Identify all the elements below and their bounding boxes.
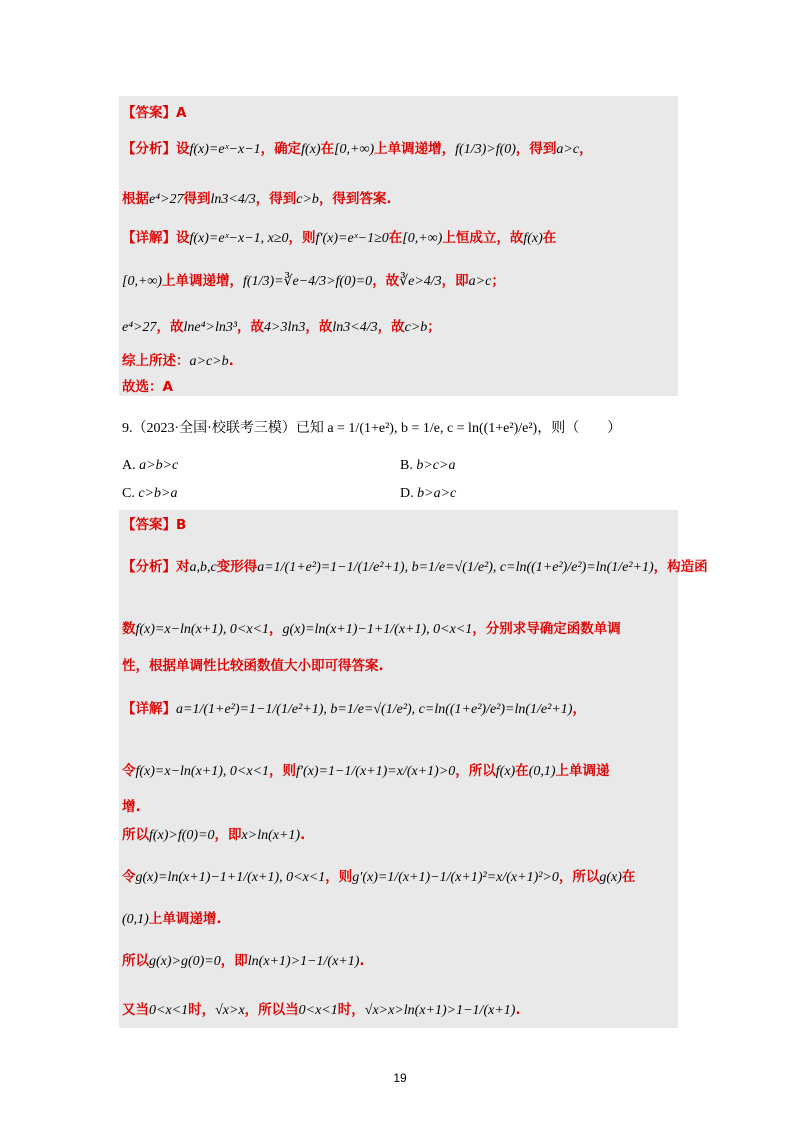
math-expression: f′(x)=1−1/(x+1)=x/(x+1)>0 — [296, 764, 456, 779]
solution-text: 上单调递 — [555, 763, 610, 779]
math-expression: √x>x — [215, 1003, 245, 1018]
math-expression: a=1/(1+e²)=1−1/(1/e²+1), b=1/e=√(1/e²), c=ln((1+e²)/e²)=ln(1/e²+1) — [257, 560, 654, 575]
analysis-line-1 — [122, 140, 593, 159]
analysis9-line-3: 性，根据单调性比较函数值大小即可得答案. — [122, 658, 384, 674]
solution-text: ； — [427, 319, 441, 335]
math-expression: f(1/3)=∛e−4/3>f(0)=0 — [243, 274, 373, 289]
option-b-expr: b>c>a — [416, 458, 456, 473]
solution-text: 在 — [621, 869, 636, 885]
solution-text: ， — [579, 141, 593, 157]
solution-text: 在 — [515, 763, 529, 779]
solution-text: 所以 — [122, 827, 149, 843]
analysis9-line-2 — [122, 620, 621, 639]
math-expression: [0,+∞) — [122, 274, 163, 289]
math-expression: c>b — [404, 320, 428, 335]
solution-text: 时， — [188, 1002, 216, 1018]
math-expression: (0,1) — [122, 912, 149, 927]
solution-text: ，则 — [288, 230, 316, 246]
summary-line — [122, 352, 234, 371]
solution-text: 【详解】 — [122, 701, 176, 717]
solution-text: 上单调递增. — [148, 911, 222, 927]
solution-text: 在 — [542, 230, 557, 246]
math-expression: e⁴>27 — [149, 192, 184, 207]
analysis-line-2 — [122, 190, 392, 209]
solution-text: 又当 — [122, 1002, 149, 1018]
option-a — [122, 458, 178, 474]
math-expression: f(x)=x−ln(x+1), 0<x<1 — [135, 764, 270, 779]
solution-text: ，所以 — [558, 869, 600, 885]
solution-text: ，故 — [305, 319, 333, 335]
math-expression: 0<x<1 — [298, 1003, 338, 1018]
math-expression: a,b,c — [189, 560, 217, 575]
solution-text: 综上所述： — [122, 353, 190, 369]
option-c-label: C. — [122, 486, 135, 501]
math-expression: g′(x)=1/(x+1)−1/(x+1)²=x/(x+1)²>0 — [352, 870, 559, 885]
detail9-line-3: 增. — [122, 799, 141, 815]
solution-text: . — [359, 953, 365, 969]
solution-text: 令 — [122, 763, 136, 779]
math-expression: f(x) — [495, 764, 516, 779]
option-b-label: B. — [400, 458, 413, 473]
math-expression: [0,+∞) — [334, 142, 375, 157]
solution-text: ，确定 — [260, 141, 302, 157]
solution-text: ，即 — [214, 827, 242, 843]
solution-text: ，得到答案. — [318, 191, 392, 207]
choice-line: 故选：A — [122, 379, 173, 395]
solution-text: ，构造函 — [653, 559, 708, 575]
solution-text: ， — [572, 701, 586, 717]
solution-text: 所以 — [122, 953, 149, 969]
math-expression: f′(x)=eˣ−1≥0 — [315, 231, 389, 246]
math-expression: ln(x+1)>1−1/(x+1) — [247, 954, 360, 969]
detail9-line-6 — [122, 910, 221, 929]
math-expression: g(x) — [599, 870, 622, 885]
solution-text: ，故 — [372, 273, 400, 289]
solution-text: 数 — [122, 621, 136, 637]
math-expression: g(x)=ln(x+1)−1+1/(x+1), 0<x<1 — [282, 622, 473, 637]
detail-line-1 — [122, 229, 556, 248]
solution-text: ，得到 — [255, 191, 297, 207]
math-expression: (0,1) — [528, 764, 556, 779]
math-expression: ∛e>4/3 — [399, 274, 442, 289]
detail9-line-8 — [122, 1001, 521, 1020]
solution-text: ，即 — [441, 273, 469, 289]
solution-text: 【分析】设 — [122, 141, 190, 157]
option-d-expr: b>a>c — [417, 486, 457, 501]
solution-text: ，故 — [156, 319, 184, 335]
math-expression: [0,+∞) — [402, 231, 443, 246]
solution-text: . — [228, 353, 234, 369]
solution-text: 【分析】对 — [122, 559, 190, 575]
page-number: 19 — [393, 1071, 407, 1085]
math-expression: g(x)=ln(x+1)−1+1/(x+1), 0<x<1 — [135, 870, 326, 885]
solution-text: 在 — [320, 141, 335, 157]
option-c — [122, 486, 177, 502]
solution-text: 得到 — [183, 191, 211, 207]
math-expression: f(x)>f(0)=0 — [149, 828, 215, 843]
solution-text: ； — [491, 273, 505, 289]
option-a-label: A. — [122, 458, 136, 473]
solution-text: 时， — [337, 1002, 365, 1018]
solution-text: ，得到 — [515, 141, 557, 157]
solution-text: ，故 — [237, 319, 265, 335]
math-expression: a>c>b — [189, 354, 229, 369]
math-expression: f(x) — [523, 231, 543, 246]
solution-text: ，即 — [220, 953, 248, 969]
solution-text: 上单调递增， — [162, 273, 244, 289]
solution-text: 令 — [122, 869, 136, 885]
math-expression: e⁴>27 — [122, 320, 157, 335]
detail-line-2 — [122, 272, 505, 291]
detail9-line-7 — [122, 952, 365, 971]
math-expression: ln3<4/3 — [332, 320, 378, 335]
math-expression: 4>3ln3 — [264, 320, 306, 335]
math-expression: √x>x>ln(x+1)>1−1/(x+1) — [364, 1003, 516, 1018]
solution-text: 变形得 — [216, 559, 258, 575]
analysis9-line-1 — [122, 558, 708, 577]
detail9-line-2 — [122, 762, 610, 781]
math-expression: f(x)=eˣ−x−1, x≥0 — [189, 231, 289, 246]
math-expression: x>ln(x+1) — [241, 828, 301, 843]
math-expression: lne⁴>ln3³ — [183, 320, 238, 335]
detail9-line-5 — [122, 868, 635, 887]
math-expression: 0<x<1 — [149, 1003, 189, 1018]
solution-text: 上单调递增， — [374, 141, 456, 157]
solution-text: 【详解】设 — [122, 230, 190, 246]
option-d-label: D. — [400, 486, 414, 501]
solution-text: 上恒成立，故 — [442, 230, 524, 246]
solution-text: ，分别求导确定函数单调 — [472, 621, 621, 637]
solution-text: ，所以当 — [244, 1002, 299, 1018]
math-expression: f(1/3)>f(0) — [455, 142, 516, 157]
answer-label-9: 【答案】B — [122, 517, 187, 533]
solution-text: 在 — [388, 230, 403, 246]
option-a-expr: a>b>c — [139, 458, 179, 473]
question-stem: 9.（2023·全国·校联考三模）已知 a = 1/(1+e²), b = 1/e, c = ln((1+e²)/e²)，则（ ） — [122, 421, 622, 436]
solution-text: ，则 — [269, 763, 297, 779]
solution-text: . — [515, 1002, 521, 1018]
option-b — [400, 458, 455, 474]
math-expression: a=1/(1+e²)=1−1/(1/e²+1), b=1/e=√(1/e²), c=ln((1+e²)/e²)=ln(1/e²+1) — [176, 702, 573, 717]
option-c-expr: c>b>a — [138, 486, 178, 501]
detail-line-3 — [122, 318, 441, 337]
math-expression: f(x)=eˣ−x−1 — [189, 142, 261, 157]
detail9-line-1 — [122, 700, 586, 719]
solution-text: ，所以 — [455, 763, 496, 779]
solution-text: 根据 — [122, 191, 149, 207]
solution-text: ， — [269, 621, 283, 637]
math-expression: f(x)=x−ln(x+1), 0<x<1 — [135, 622, 270, 637]
option-d — [400, 486, 456, 502]
math-expression: ln3<4/3 — [210, 192, 256, 207]
math-expression: a>c — [556, 142, 580, 157]
math-expression: a>c — [468, 274, 492, 289]
solution-text: . — [300, 827, 306, 843]
solution-text: ，故 — [377, 319, 405, 335]
solution-text: ，则 — [325, 869, 353, 885]
math-expression: g(x)>g(0)=0 — [149, 954, 221, 969]
math-expression: c>b — [296, 192, 319, 207]
math-expression: f(x) — [301, 142, 321, 157]
detail9-line-4 — [122, 826, 305, 845]
answer-label-8: 【答案】A — [122, 105, 187, 121]
